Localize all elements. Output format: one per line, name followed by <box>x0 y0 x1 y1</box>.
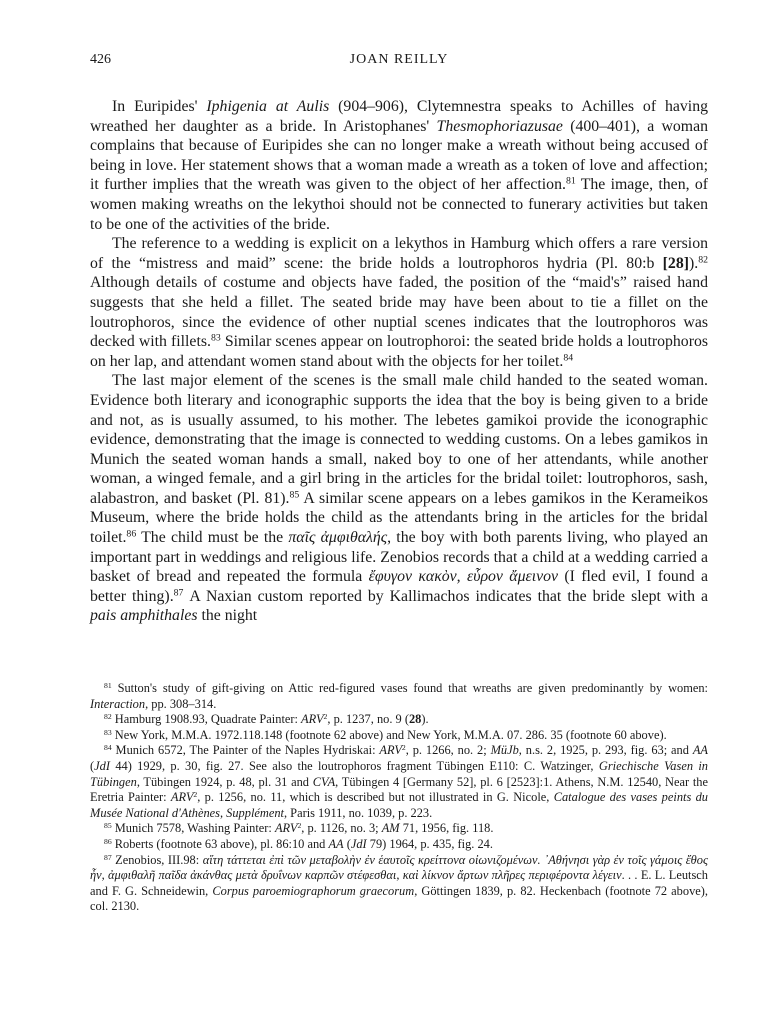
footnote-84: $^{84}$ Munich 6572, The Painter of the Naples Hydriskai: ARV$^2$, p. 1266, no. 2; MüJb, n.s. 2, 1925, p. 293, fig. 63; and AA (JdI 44) 1929, p. 30, fig. 27. See also the loutrophoros fragment Tübingen E110: C. Watzinger, Griechische Vasen in Tübingen, Tübingen 1924, p. 48, pl. 31 and CVA, Tübingen 4 [Germany 52], pl. 6 [2523]:1. Athens, N.M. 12540, Near the Eretria Painter: ARV$^2$, p. 1256, no. 11, which is described but not illustrated in G. Nicole, Catalogue des vases peints du Musée National d'Athènes, Supplément, Paris 1911, no. 1039, p. 223. <box>90 743 709 820</box>
footnote-ref-81[interactable]: 81 <box>565 176 576 187</box>
footnote-ref-87[interactable]: 87 <box>173 587 184 599</box>
greek-phrase: παῖς ἀμφιθαλής <box>288 529 388 547</box>
footnote-87: $^{87}$ Zenobios, III.98: αἵτη τάττεται ἐπὶ τῶν μεταβολὴν ἐν ἑαυτοῖς κρείττονα οἰωνιζομένων. ᾽Αθήνησι γὰρ ἐν τοῖς γάμοις ἔθος ἦν, ἀμφιθαλῆ παῖδα ἀκάνθας μετὰ δρυΐνων καρπῶν στέφεσθαι, καὶ λίκνον ἄρτων πλῆρες περιφέροντα λέγειν. . . E. L. Leutsch and F. G. Schneidewin, Corpus paroemiographorum graecorum, Göttingen 1839, p. 82. Heckenbach (footnote 72 above), col. 2130. <box>90 852 708 914</box>
footnote-85: $^{85}$ Munich 7578, Washing Painter: ARV$^2$, p. 1126, no. 3; AM 71, 1956, fig. 118. <box>104 821 494 836</box>
running-head: JOAN REILLY <box>349 52 449 67</box>
footnote-ref-83[interactable]: 83 <box>210 332 221 344</box>
footnote-82: $^{82}$ Hamburg 1908.93, Quadrate Painter: ARV$^2$, p. 1237, no. 9 (28). <box>104 711 429 727</box>
greek-formula: ἔφυγον κακὸν, εὗρον ἄμεινον <box>368 568 559 586</box>
footnote-ref-84[interactable]: 84 <box>563 352 574 364</box>
page-header <box>90 52 708 72</box>
paragraph-1: In Euripides' Iphigenia at Aulis (904–906), Clytemnestra speaks to Achilles of having wreathed her daughter as a bride. In Aristophanes' Thesmophoriazusae (400–401), a woman complains that because of Euripides she can no longer make a wreath without being accused of being in love. Her statement shows that a woman made a wreath as a token of love and affection; it further implies that the wreath was given to the object of her affection.$^{81}$ The image, then, of women making wreaths on the lekythoi should not be connected to funerary activities but taken to be one of the activities of the bride. <box>90 98 708 233</box>
footnote-ref-86[interactable]: 86 <box>126 528 137 540</box>
paragraph-2: The reference to a wedding is explicit on a lekythos in Hamburg which offers a rare version of the “mistress and maid” scene: the bride holds a loutrophoros hydria (Pl. 80:b [28]).$^{82}$ Although details of costume and objects have faded, the position of the “maid's” raised hand suggests that she held a fillet. The seated bride may have been about to tie a fillet on the loutrophoros, since the evidence of other nuptial scenes indicates that the loutrophoros was decked with fillets.$^{83}$ Similar scenes appear on loutrophoroi: the seated bride holds a loutrophoros on her lap, and attendant women stand about with the objects for her toilet.$^{84}$ <box>90 235 708 370</box>
footnote-ref-85[interactable]: 85 <box>289 489 300 501</box>
footnote-86: $^{86}$ Roberts (footnote 63 above), pl. 86:10 and AA (JdI 79) 1964, p. 435, fig. 24. <box>104 836 493 851</box>
footnote-81: $^{81}$ Sutton's study of gift-giving on Attic red-figured vases found that wreaths are given predominantly by women: Interaction, pp. 308–314. <box>90 680 708 711</box>
page-number: 426 <box>90 52 111 67</box>
paragraph-3: The last major element of the scenes is the small male child handed to the seated woman. Evidence both literary and iconographic supports the idea that the boy is being given to a bride and not, as is usually assumed, to his mother. The lebetes gamikoi provide the iconographic evidence, demonstrating that the image is connected to wedding customs. On a lebes gamikos in Munich the seated woman hands a small, naked boy to one of her attendants, while another woman, a winged female, and a girl bring in the articles for the bridal toilet: loutrophoros, sash, alabastron, and basket (Pl. 81).$^{85}$ A similar scene appears on a lebes gamikos in the Kerameikos Museum, where the bride holds the child as the attendants bring in the articles for the bridal toilet.$^{86}$ The child must be the παῖς ἀμφιθαλής, the boy with both parents living, who played an important part in weddings and religious life. Zenobios records that a child at a wedding carried a basket of bread and repeated the formula ἔφυγον κακὸν, εὗρον ἄμεινον (I fled evil, I found a better thing).$^{87}$ A Naxian custom reported by Kallimachos indicates that the bride slept with a pais amphithales the night <box>90 372 709 625</box>
footnote-83: $^{83}$ New York, M.M.A. 1972.118.148 (footnote 62 above) and New York, M.M.A. 07. 286. 35 (footnote 60 above). <box>104 727 667 742</box>
footnote-ref-82[interactable]: 82 <box>698 254 708 266</box>
body-text <box>90 97 708 626</box>
greek-quotation: αἵτη τάττεται ἐπὶ τῶν μεταβολὴν ἐν ἑαυτοῖς κρείττονα οἰωνιζομένων. ᾽Αθήνησι γὰρ ἐν τοῖς γάμοις ἔθος ἦν, ἀμφιθαλῆ παῖδα ἀκάνθας μετὰ δρυΐνων καρπῶν στέφεσθαι, καὶ λίκνον ἄρτων πλῆρες περιφέροντα λέγειν <box>90 852 708 883</box>
footnotes <box>90 681 708 915</box>
